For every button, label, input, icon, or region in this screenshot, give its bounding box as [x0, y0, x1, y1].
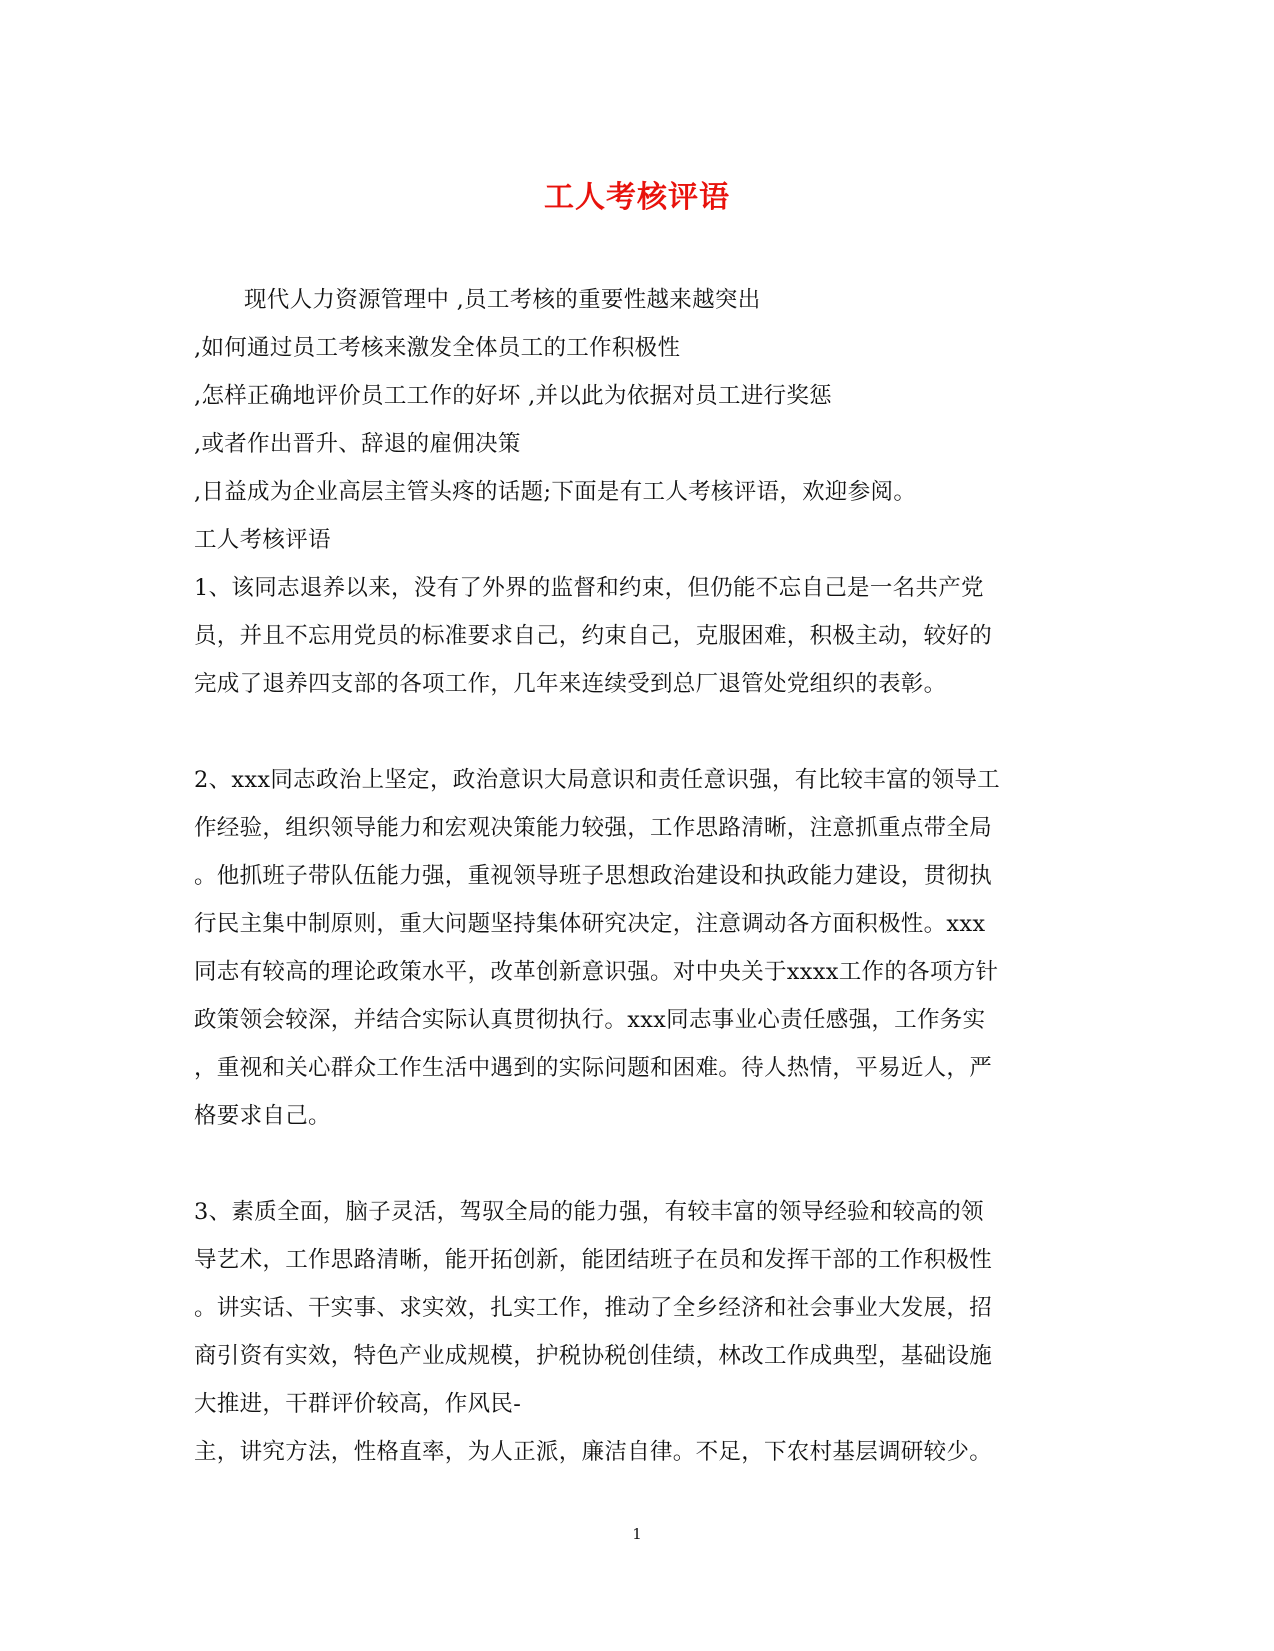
paragraph-2-line-7: ，重视和关心群众工作生活中遇到的实际问题和困难。待人热情，平易近人，严: [194, 1055, 993, 1081]
paragraph-3-line-1: 3、素质全面，脑子灵活，驾驭全局的能力强，有较丰富的领导经验和较高的领: [194, 1199, 984, 1225]
paragraph-2-line-4: 行民主集中制原则，重大问题坚持集体研究决定，注意调动各方面积极性。xxx: [194, 911, 986, 937]
paragraph-1-line-3: 完成了退养四支部的各项工作，几年来连续受到总厂退管处党组织的表彰。: [194, 671, 947, 697]
document-body: [194, 276, 1074, 1476]
intro-line-4: ,或者作出晋升、辞退的雇佣决策: [194, 431, 521, 457]
intro-line-3: ,怎样正确地评价员工工作的好坏 ,并以此为依据对员工进行奖惩: [194, 383, 832, 409]
intro-line-1: 现代人力资源管理中 ,员工考核的重要性越来越突出: [244, 287, 761, 313]
document-title: 工人考核评语: [544, 180, 730, 215]
paragraph-1-line-1: 1、该同志退养以来，没有了外界的监督和约束，但仍能不忘自己是一名共产党: [194, 575, 984, 601]
paragraph-3-line-2: 导艺术，工作思路清晰，能开拓创新，能团结班子在员和发挥干部的工作积极性: [194, 1247, 993, 1273]
paragraph-3-line-3: 。讲实话、干实事、求实效，扎实工作，推动了全乡经济和社会事业大发展，招: [194, 1295, 993, 1321]
intro-line-2: ,如何通过员工考核来激发全体员工的工作积极性: [194, 335, 681, 361]
subheading: 工人考核评语: [194, 527, 331, 553]
paragraph-3-line-5: 大推进，干群评价较高，作风民-: [194, 1391, 522, 1417]
paragraph-3-line-4: 商引资有实效，特色产业成规模，护税协税创佳绩，林改工作成典型，基础设施: [194, 1343, 993, 1369]
paragraph-2-line-5: 同志有较高的理论政策水平，改革创新意识强。对中央关于xxxx工作的各项方针: [194, 959, 999, 985]
page-number: 1: [632, 1525, 642, 1543]
paragraph-1-line-2: 员，并且不忘用党员的标准要求自己，约束自己，克服困难，积极主动，较好的: [194, 623, 993, 649]
paragraph-3-line-6: 主，讲究方法，性格直率，为人正派，廉洁自律。不足，下农村基层调研较少。: [194, 1439, 993, 1465]
intro-line-5: ,日益成为企业高层主管头疼的话题;下面是有工人考核评语，欢迎参阅。: [194, 479, 917, 505]
paragraph-2-line-1: 2、xxx同志政治上坚定，政治意识大局意识和责任意识强，有比较丰富的领导工: [194, 767, 1000, 793]
paragraph-2-line-2: 作经验，组织领导能力和宏观决策能力较强，工作思路清晰，注意抓重点带全局: [194, 815, 993, 841]
paragraph-spacer: [194, 708, 1074, 756]
paragraph-2-line-3: 。他抓班子带队伍能力强，重视领导班子思想政治建设和执政能力建设，贯彻执: [194, 863, 993, 889]
paragraph-2-line-8: 格要求自己。: [194, 1103, 331, 1129]
paragraph-spacer: [194, 1140, 1074, 1188]
paragraph-2-line-6: 政策领会较深，并结合实际认真贯彻执行。xxx同志事业心责任感强，工作务实: [194, 1007, 986, 1033]
